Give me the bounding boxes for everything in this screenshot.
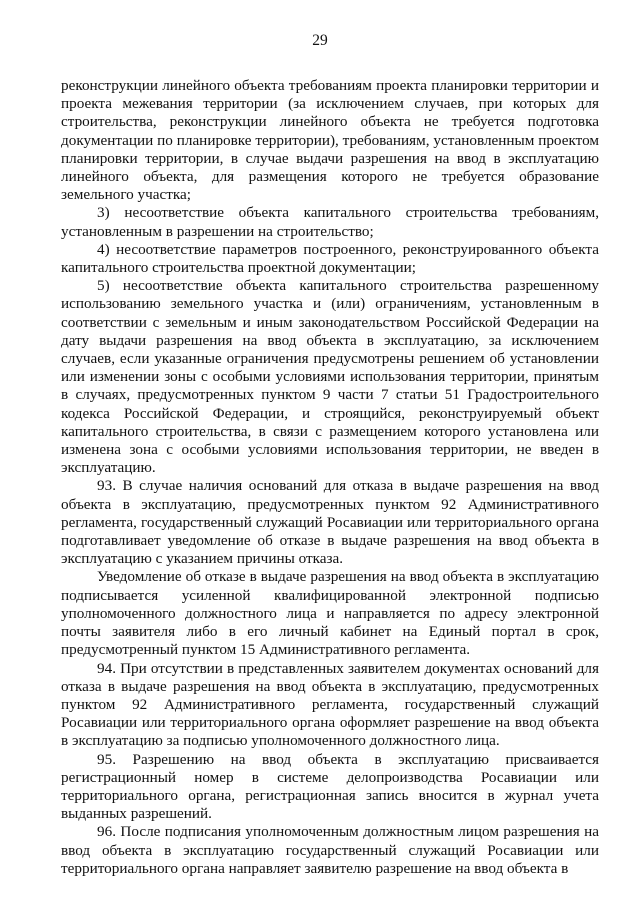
paragraph-item-4: 4) несоответствие параметров построенного, реконструированного объекта капитального строительства проектной документации; [61, 240, 599, 277]
paragraph-93: 93. В случае наличия оснований для отказа в выдаче разрешения на ввод объекта в эксплуатацию, предусмотренных пунктом 92 Административного регламента, государственный служащий Росавиации или территориального органа подготавливает уведомление об отказе в выдаче разрешения на ввод объекта в эксплуатацию с указанием причины отказа. [61, 477, 599, 568]
paragraph-96: 96. После подписания уполномоченным должностным лицом разрешения на ввод объекта в эксплуатацию государственный служащий Росавиации или территориального органа направляет заявителю разрешение на ввод объекта в [61, 823, 599, 877]
paragraph-93-notice: Уведомление об отказе в выдаче разрешения на ввод объекта в эксплуатацию подписывается усиленной квалифицированной электронной подписью уполномоченного должностного лица и направляется по адресу электронной почты заявителя либо в его личный кабинет на Единый портал в срок, предусмотренный пунктом 15 Административного регламента. [61, 568, 599, 659]
document-body [61, 77, 599, 878]
paragraph-94: 94. При отсутствии в представленных заявителем документах оснований для отказа в выдаче разрешения на ввод объекта в эксплуатацию, предусмотренных пунктом 92 Административного регламента, государственный служащий Росавиации или территориального органа оформляет разрешение на ввод объекта в эксплуатацию за подписью уполномоченного должностного лица. [61, 659, 599, 750]
page-number: 29 [312, 32, 328, 49]
paragraph-item-3: 3) несоответствие объекта капитального строительства требованиям, установленным в разрешении на строительство; [61, 204, 599, 240]
paragraph-item-5: 5) несоответствие объекта капитального строительства разрешенному использованию земельного участка и (или) ограничениям, установленным в соответствии с земельным и иным законодательством Российской Федерации на дату выдачи разрешения на ввод объекта в эксплуатацию, за исключением случаев, если указанные ограничения предусмотрены решением об установлении или изменении зоны с особыми условиями использования территории, принятым в случаях, предусмотренных пунктом 9 части 7 статьи 51 Градостроительного кодекса Российской Федерации, и строящийся, реконструируемый объект капитального строительства, в связи с размещением которого установлена или изменена зона с особыми условиями использования территории, не введен в эксплуатацию. [61, 277, 599, 477]
paragraph-continuation: реконструкции линейного объекта требованиям проекта планировки территории и проекта межевания территории (за исключением случаев, при которых для строительства, реконструкции линейного объекта не требуется подготовка документации по планировке территории), требованиям, установленным проектом планировки территории, в случае выдачи разрешения на ввод в эксплуатацию линейного объекта, для размещения которого не требуется образование земельного участка; [61, 77, 599, 204]
paragraph-95: 95. Разрешению на ввод объекта в эксплуатацию присваивается регистрационный номер в системе делопроизводства Росавиации или территориального органа, регистрационная запись вносится в журнал учета выданных разрешений. [61, 750, 599, 823]
